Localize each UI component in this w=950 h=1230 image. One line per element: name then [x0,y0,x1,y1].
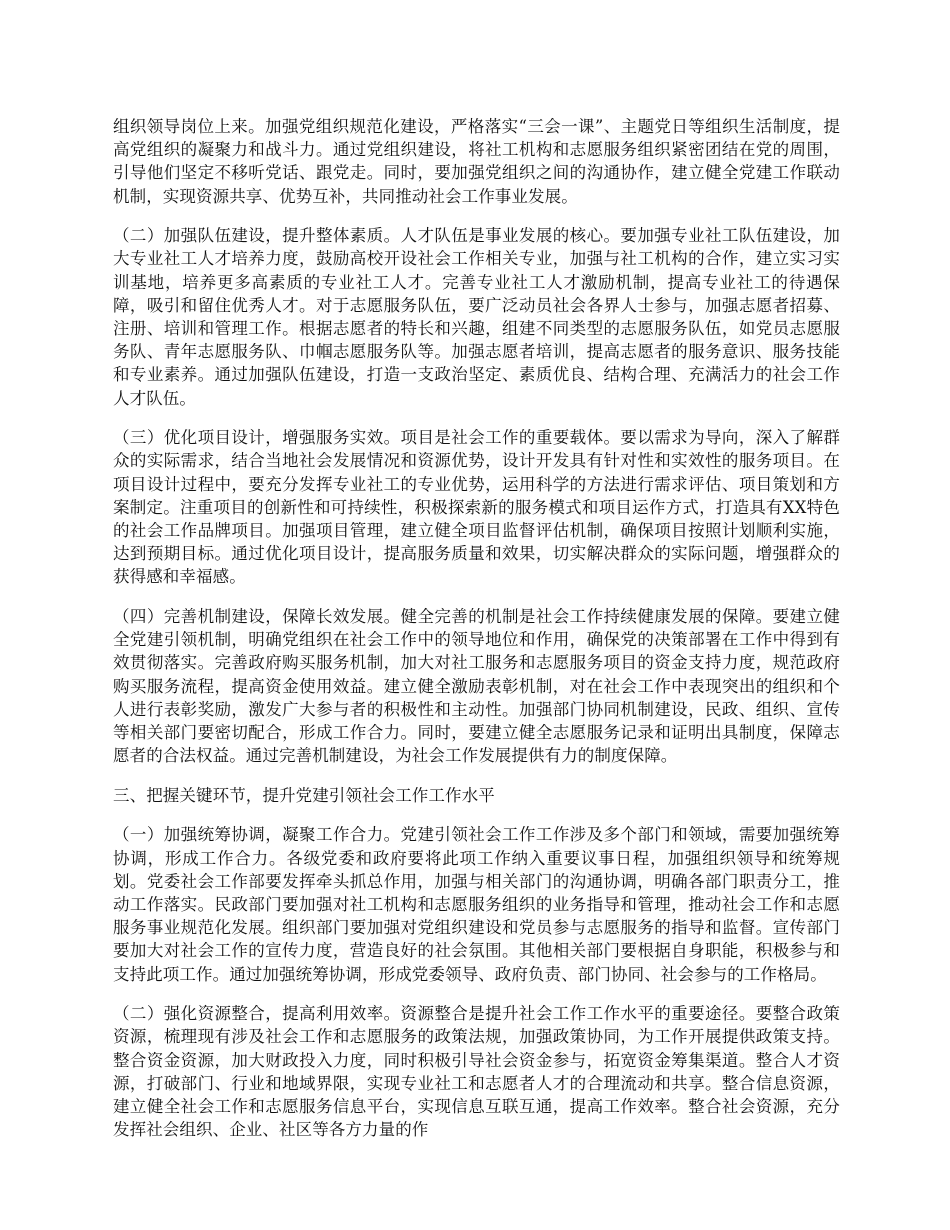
paragraph-project-design: （三）优化项目设计，增强服务实效。项目是社会工作的重要载体。要以需求为导向，深入了解群众的实际需求，结合当地社会发展情况和资源优势，设计开发具有针对性和实效性的服务项目。在项目设计过程中，要充分发挥专业社工的专业优势，运用科学的方法进行需求评估、项目策划和方案制定。注重项目的创新性和可持续性，积极探索新的服务模式和项目运作方式，打造具有XX特色的社会工作品牌项目。加强项目管理，建立健全项目监督评估机制，确保项目按照计划顺利实施，达到预期目标。通过优化项目设计，提高服务质量和效果，切实解决群众的实际问题，增强群众的获得感和幸福感。 [113,428,840,587]
paragraph-coordination: （一）加强统筹协调，凝聚工作合力。党建引领社会工作工作涉及多个部门和领域，需要加强统筹协调，形成工作合力。各级党委和政府要将此项工作纳入重要议事日程，加强组织领导和统筹规划。党委社会工作部要发挥牵头抓总作用，加强与相关部门的沟通协调，明确各部门职责分工，推动工作落实。民政部门要加强对社工机构和志愿服务组织的业务指导和管理，推动社会工作和志愿服务事业规范化发展。组织部门要加强对党组织建设和党员参与志愿服务的指导和监督。宣传部门要加大对社会工作的宣传力度，营造良好的社会氛围。其他相关部门要根据自身职能，积极参与和支持此项工作。通过加强统筹协调，形成党委领导、政府负责、部门协同、社会参与的工作格局。 [113,825,840,984]
paragraph-team-building: （二）加强队伍建设，提升整体素质。人才队伍是事业发展的核心。要加强专业社工队伍建设，加大专业社工人才培养力度，鼓励高校开设社会工作相关专业，加强与社工机构的合作，建立实习实训基地，培养更多高素质的专业社工人才。完善专业社工人才激励机制，提高专业社工的待遇保障，吸引和留住优秀人才。对于志愿服务队伍，要广泛动员社会各界人士参与，加强志愿者招募、注册、培训和管理工作。根据志愿者的特长和兴趣，组建不同类型的志愿服务队伍，如党员志愿服务队、青年志愿服务队、巾帼志愿服务队等。加强志愿者培训，提高志愿者的服务意识、服务技能和专业素养。通过加强队伍建设，打造一支政治坚定、素质优良、结构合理、充满活力的社会工作人才队伍。 [113,226,840,408]
paragraph-party-organization: 组织领导岗位上来。加强党组织规范化建设，严格落实“三会一课”、主题党日等组织生活制度，提高党组织的凝聚力和战斗力。通过党组织建设，将社工机构和志愿服务组织紧密团结在党的周围，引导他们坚定不移听党话、跟党走。同时，要加强党组织之间的沟通协作，建立健全党建工作联动机制，实现资源共享、优势互补，共同推动社会工作事业发展。 [113,117,840,206]
document-body [113,115,840,1158]
section-heading-three: 三、把握关键环节，提升党建引领社会工作工作水平 [113,785,495,805]
paragraph-mechanism-building: （四）完善机制建设，保障长效发展。健全完善的机制是社会工作持续健康发展的保障。要建立健全党建引领机制，明确党组织在社会工作中的领导地位和作用，确保党的决策部署在工作中得到有效贯彻落实。完善政府购买服务机制，加大对社工服务和志愿服务项目的资金支持力度，规范政府购买服务流程，提高资金使用效益。建立健全激励表彰机制，对在社会工作中表现突出的组织和个人进行表彰奖励，激发广大参与者的积极性和主动性。加强部门协同机制建设，民政、组织、宣传等相关部门要密切配合，形成工作合力。同时，要建立健全志愿服务记录和证明出具制度，保障志愿者的合法权益。通过完善机制建设，为社会工作发展提供有力的制度保障。 [113,607,840,766]
paragraph-resource-integration: （二）强化资源整合，提高利用效率。资源整合是提升社会工作工作水平的重要途径。要整合政策资源，梳理现有涉及社会工作和志愿服务的政策法规，加强政策协同，为工作开展提供政策支持。整合资金资源，加大财政投入力度，同时积极引导社会资金参与，拓宽资金筹集渠道。整合人才资源，打破部门、行业和地域界限，实现专业社工和志愿者人才的合理流动和共享。整合信息资源，建立健全社会工作和志愿服务信息平台，实现信息互联互通，提高工作效率。整合社会资源，充分发挥社会组织、企业、社区等各方力量的作 [113,1004,840,1140]
